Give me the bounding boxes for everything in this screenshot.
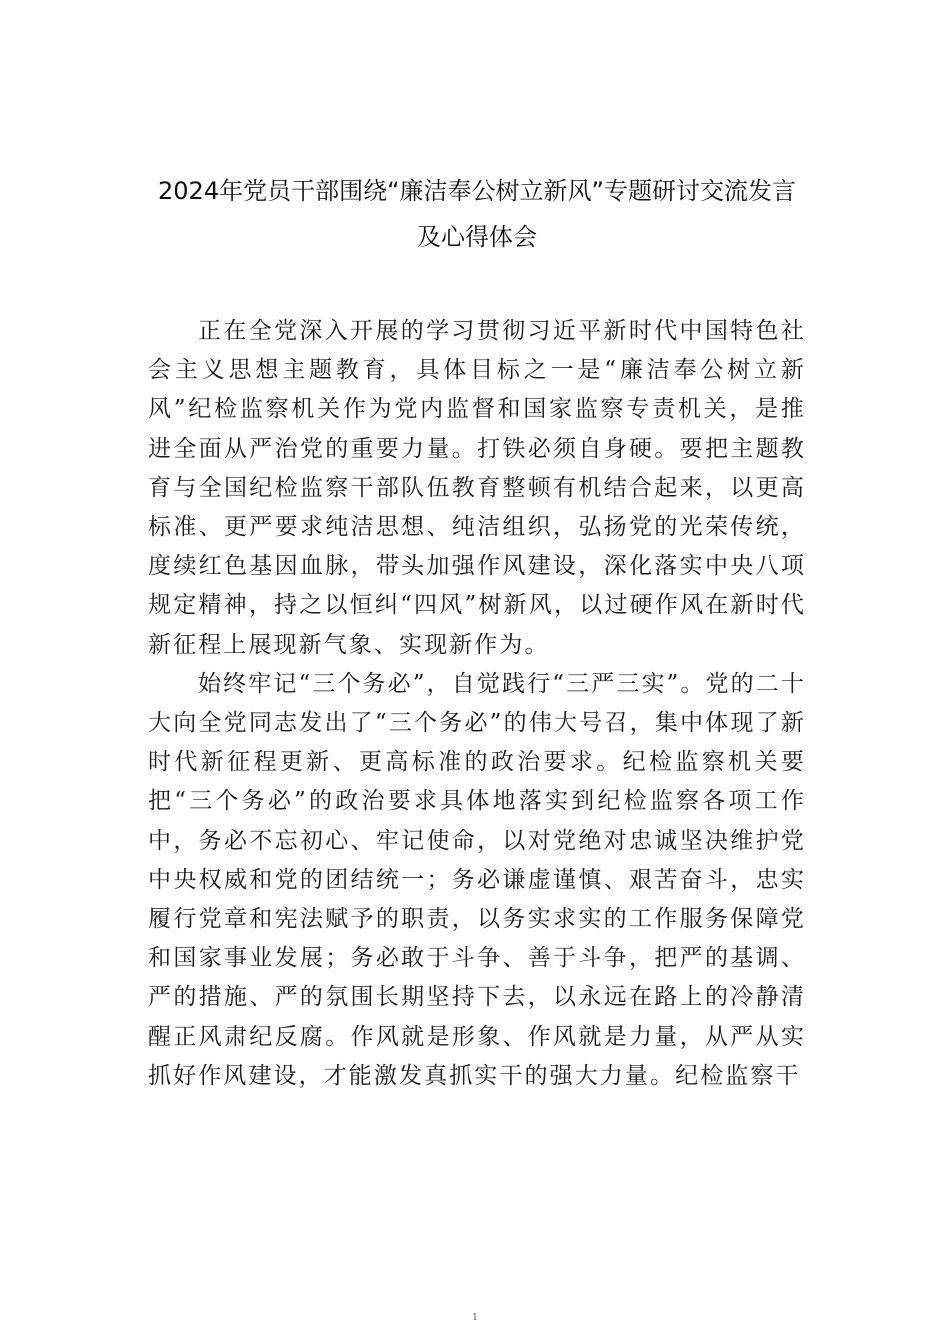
document-body — [148, 312, 806, 1096]
body-paragraph-1: 正在全党深入开展的学习贯彻习近平新时代中国特色社会主义思想主题教育，具体目标之一是“廉洁奉公树立新风”纪检监察机关作为党内监督和国家监察专责机关，是推进全面从严治党的重要力量。打铁必须自身硬。要把主题教育与全国纪检监察干部队伍教育整顿有机结合起来，以更高标准、更严要求纯洁思想、纯洁组织，弘扬党的光荣传统，度续红色基因血脉，带头加强作风建设，深化落实中央八项规定精神，持之以恒纠“四风”树新风，以过硬作风在新时代新征程上展现新气象、实现新作为。 — [148, 318, 806, 658]
body-paragraph-2: 始终牢记“三个务必”，自觉践行“三严三实”。党的二十大向全党同志发出了“三个务必”的伟大号召，集中体现了新时代新征程更新、更高标准的政治要求。纪检监察机关要把“三个务必”的政治要求具体地落实到纪检监察各项工作中，务必不忘初心、牢记使命，以对党绝对忠诚坚决维护党中央权威和党的团结统一；务必谦虚谨慎、艰苦奋斗，忠实履行党章和宪法赋予的职责，以务实求实的工作服务保障党和国家事业发展；务必敢于斗争、善于斗争，把严的基调、严的措施、严的氛围长期坚持下去，以永远在路上的冷静清醒正风肃纪反腐。作风就是形象、作风就是力量，从严从实抓好作风建设，才能激发真抓实干的强大力量。纪检监察干 — [148, 670, 806, 1089]
page-number: 1 — [472, 1313, 478, 1323]
document-title: 2024年党员干部围绕“廉洁奉公树立新风”专题研讨交流发言及心得体会 — [158, 177, 796, 251]
